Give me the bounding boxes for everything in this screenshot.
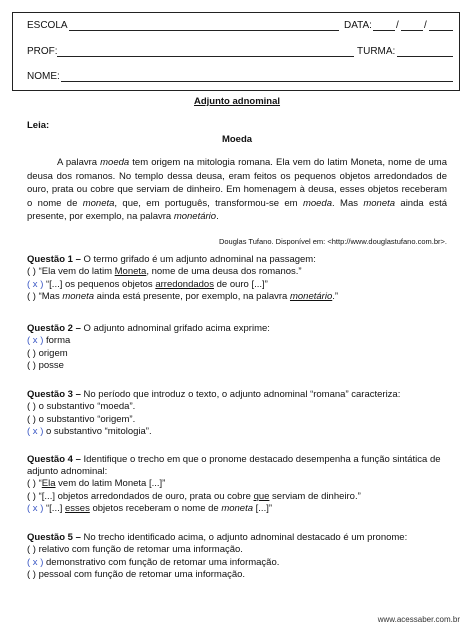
paragraph-text: tem origem na mitologia romana. Ela vem do latim Moneta, nome de uma deusa dos romanos. No templo dessa deusa, eram feitos os pequenos objetos arredondados de ouro, prata ou cobre que serviam de dinheiro. Em homenagem à deusa, esses objetos receberam o nome de: [27, 157, 448, 209]
question-1-option-3[interactable]: [27, 291, 447, 304]
question-text: Identifique o trecho em que o pronome destacado desempenha a função sintática de adjunto adnominal:: [27, 454, 441, 477]
month-line[interactable]: [401, 30, 423, 31]
paragraph-text: ainda está presente, por exemplo, na palavra: [27, 197, 447, 222]
escola-label: ESCOLA: [27, 20, 68, 31]
question-text: O adjunto adnominal grifado acima exprime:: [80, 323, 270, 334]
turma-line[interactable]: [397, 56, 453, 57]
nome-line[interactable]: [61, 81, 453, 82]
year-line[interactable]: [429, 30, 453, 31]
option-checkbox[interactable]: ( ): [27, 569, 36, 580]
option-checkbox-checked[interactable]: ( x ): [27, 278, 44, 290]
option-text: “[...] objetos arredondados de ouro, prata ou cobre: [35, 490, 254, 502]
question-2: [27, 323, 447, 373]
text-title: Moeda: [221, 134, 253, 145]
date-separator: /: [424, 20, 427, 31]
option-text: pessoal com função de retomar uma informação.: [35, 569, 246, 580]
question-2-title: [27, 323, 447, 335]
option-checkbox-checked[interactable]: ( x ): [27, 426, 44, 437]
question-3-option-2[interactable]: [27, 414, 447, 427]
question-3-title: [27, 389, 447, 401]
option-checkbox[interactable]: ( ): [27, 360, 36, 371]
question-4-option-1[interactable]: [27, 478, 447, 491]
page-title: Adjunto adnominal: [193, 96, 281, 107]
paragraph-italic: moeda: [100, 157, 130, 168]
paragraph-text: A palavra: [57, 157, 101, 168]
question-label: Questão 1 –: [27, 254, 81, 265]
option-checkbox[interactable]: ( ): [27, 413, 36, 425]
question-label: Questão 3 –: [27, 389, 81, 400]
question-1-option-1[interactable]: [27, 266, 447, 279]
option-underlined-text: Ela: [41, 478, 56, 489]
paragraph-text: , que, em português, transformou-se em: [114, 197, 303, 209]
option-text: “Mas: [35, 291, 63, 302]
option-checkbox[interactable]: ( ): [27, 347, 36, 359]
nome-label: NOME:: [27, 71, 60, 82]
question-1-option-2[interactable]: [27, 279, 447, 292]
question-5-option-3[interactable]: [27, 569, 447, 582]
question-text: No trecho identificado acima, o adjunto adnominal destacado é um pronome:: [80, 532, 408, 543]
option-checkbox-checked[interactable]: ( x ): [27, 556, 44, 568]
option-text: .”: [332, 291, 339, 302]
question-1-title: [27, 254, 447, 266]
prof-label: PROF:: [27, 46, 58, 57]
question-5-option-1[interactable]: [27, 544, 447, 557]
paragraph-italic: moneta: [82, 197, 115, 209]
question-text: No período que introduz o texto, o adjunto adnominal “romana” caracteriza:: [80, 389, 401, 400]
option-italic-text: moneta: [62, 291, 95, 302]
option-checkbox-checked[interactable]: ( x ): [27, 335, 44, 346]
option-underlined-text: esses: [65, 503, 90, 514]
question-3-option-3[interactable]: [27, 426, 447, 439]
option-text: “Ela vem do latim: [35, 266, 115, 277]
paragraph-text: . Mas: [332, 197, 364, 209]
option-underlined-text: arredondados: [155, 278, 214, 290]
option-underlined-text: Moneta: [114, 266, 147, 277]
question-5-title: [27, 532, 447, 544]
option-text: o substantivo “mitologia”.: [43, 426, 152, 437]
source-citation: Douglas Tufano. Disponível em: <http://www.douglastufano.com.br>.: [218, 237, 447, 246]
option-text: “[...] os pequenos objetos: [43, 278, 156, 290]
option-underlined-text: que: [253, 490, 270, 502]
option-checkbox[interactable]: ( ): [27, 478, 36, 489]
paragraph-italic: monetário: [173, 211, 217, 222]
question-3-option-1[interactable]: [27, 401, 447, 414]
option-text: “[...]: [43, 503, 65, 514]
option-text: o substantivo “moeda”.: [35, 401, 136, 412]
option-italic-text: moneta: [221, 503, 254, 514]
paragraph-italic: moeda: [302, 197, 333, 209]
question-label: Questão 4 –: [27, 454, 81, 465]
footer-url[interactable]: www.acessaber.com.br: [377, 615, 460, 624]
option-text: de ouro [...]”: [213, 278, 268, 290]
data-label: DATA:: [344, 20, 372, 31]
prof-line[interactable]: [57, 56, 354, 57]
question-2-option-3[interactable]: [27, 360, 447, 373]
question-5: [27, 532, 447, 582]
paragraph-text: .: [216, 211, 219, 222]
option-text: relativo com função de retomar uma informação.: [35, 544, 243, 555]
question-4-title: [27, 454, 447, 478]
question-text: O termo grifado é um adjunto adnominal na passagem:: [80, 254, 316, 265]
option-text: serviam de dinheiro.”: [269, 490, 361, 502]
option-checkbox[interactable]: ( ): [27, 544, 36, 555]
question-2-option-2[interactable]: [27, 348, 447, 361]
option-text: forma: [43, 335, 71, 346]
question-5-option-2[interactable]: [27, 557, 447, 570]
question-label: Questão 5 –: [27, 532, 81, 543]
turma-label: TURMA:: [357, 46, 396, 57]
option-text: [...]”: [253, 503, 273, 514]
question-3: [27, 389, 447, 439]
question-2-option-1[interactable]: [27, 335, 447, 348]
option-text: origem: [35, 347, 68, 359]
option-checkbox-checked[interactable]: ( x ): [27, 503, 44, 514]
question-4-option-2[interactable]: [27, 491, 447, 504]
date-separator: /: [396, 20, 399, 31]
option-checkbox[interactable]: ( ): [27, 266, 36, 277]
leia-label: Leia:: [27, 120, 50, 131]
option-underlined-text: monetário: [289, 291, 333, 302]
option-text: posse: [35, 360, 64, 371]
question-label: Questão 2 –: [27, 323, 81, 334]
option-checkbox[interactable]: ( ): [27, 401, 36, 412]
option-text: o substantivo “origem”.: [35, 413, 136, 425]
option-text: objetos receberam o nome de: [89, 503, 222, 514]
option-text: “: [35, 478, 42, 489]
option-text: vem do latim Moneta [...]”: [55, 478, 166, 489]
option-text: demonstrativo com função de retomar uma informação.: [43, 556, 280, 568]
option-checkbox[interactable]: ( ): [27, 291, 36, 302]
paragraph-italic: moneta: [363, 197, 396, 209]
question-4-option-3[interactable]: [27, 503, 447, 516]
question-1: [27, 254, 447, 304]
header-box: [12, 12, 460, 91]
option-text: ainda está presente, por exemplo, na palavra: [94, 291, 290, 302]
day-line[interactable]: [373, 30, 395, 31]
option-checkbox[interactable]: ( ): [27, 490, 36, 502]
reading-paragraph: [27, 156, 447, 224]
escola-line[interactable]: [69, 30, 339, 31]
option-text: , nome de uma deusa dos romanos.”: [146, 266, 302, 277]
question-4: [27, 454, 447, 516]
